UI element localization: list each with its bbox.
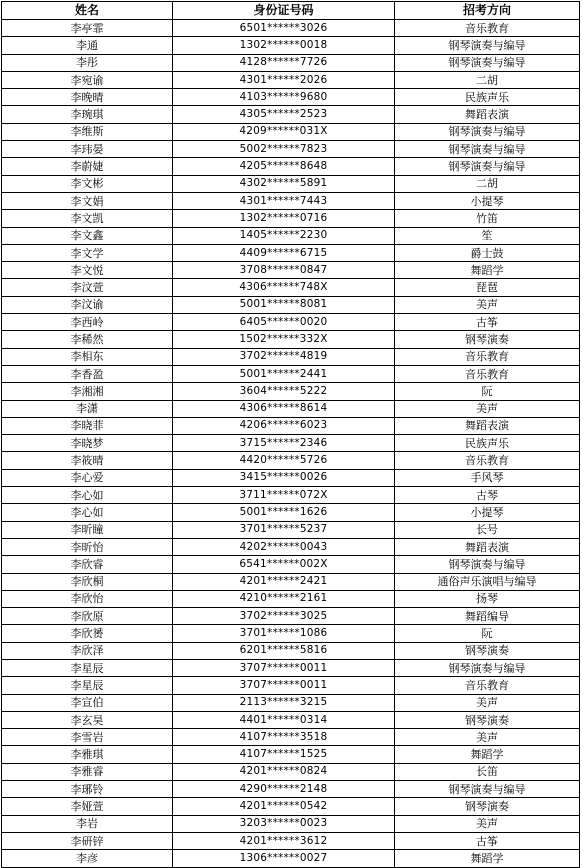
table-row: [2, 642, 580, 659]
table-row: [2, 677, 580, 694]
cell-exam-direction: 舞蹈表演: [395, 538, 580, 555]
cell-exam-direction: 爵士鼓: [395, 244, 580, 261]
table-row: [2, 400, 580, 417]
cell-name: 李香盈: [2, 365, 173, 382]
table-row: [2, 175, 580, 192]
cell-name: 李雅睿: [2, 763, 173, 780]
cell-exam-direction: 小提琴: [395, 192, 580, 209]
cell-id-number: 3707******0011: [173, 659, 395, 676]
table-row: [2, 89, 580, 106]
cell-exam-direction: 美声: [395, 815, 580, 832]
header-id-number: 身份证号码: [173, 2, 395, 20]
cell-exam-direction: 美声: [395, 400, 580, 417]
cell-exam-direction: 二胡: [395, 175, 580, 192]
table-row: [2, 37, 580, 54]
cell-id-number: 4201******0542: [173, 798, 395, 815]
table-row: [2, 746, 580, 763]
cell-exam-direction: 美声: [395, 729, 580, 746]
table-row: [2, 348, 580, 365]
table-row: [2, 192, 580, 209]
cell-exam-direction: 古筝: [395, 314, 580, 331]
cell-id-number: 3715******2346: [173, 435, 395, 452]
cell-name: 李文彬: [2, 175, 173, 192]
cell-id-number: 4107******1525: [173, 746, 395, 763]
cell-name: 李相东: [2, 348, 173, 365]
cell-name: 李彤: [2, 54, 173, 71]
cell-id-number: 3702******4819: [173, 348, 395, 365]
cell-exam-direction: 舞蹈学: [395, 746, 580, 763]
table-row: [2, 694, 580, 711]
cell-name: 李欣赟: [2, 625, 173, 642]
table-row: [2, 590, 580, 607]
table-row: [2, 521, 580, 538]
cell-name: 李雅琪: [2, 746, 173, 763]
cell-name: 李琬琪: [2, 106, 173, 123]
cell-name: 李宣伯: [2, 694, 173, 711]
table-row: [2, 659, 580, 676]
cell-exam-direction: 美声: [395, 694, 580, 711]
cell-id-number: 4306******8614: [173, 400, 395, 417]
cell-name: 李西岭: [2, 314, 173, 331]
cell-id-number: 4401******0314: [173, 711, 395, 728]
cell-exam-direction: 钢琴演奏与编导: [395, 781, 580, 798]
cell-exam-direction: 钢琴演奏: [395, 711, 580, 728]
cell-exam-direction: 舞蹈表演: [395, 417, 580, 434]
cell-name: 李宛谕: [2, 71, 173, 88]
cell-exam-direction: 钢琴演奏与编导: [395, 37, 580, 54]
cell-name: 李昕怡: [2, 538, 173, 555]
cell-name: 李雪岩: [2, 729, 173, 746]
cell-exam-direction: 音乐教育: [395, 20, 580, 37]
table-row: [2, 487, 580, 504]
header-exam-direction: 招考方向: [395, 2, 580, 20]
cell-name: 李心如: [2, 504, 173, 521]
cell-id-number: 4302******5891: [173, 175, 395, 192]
table-row: [2, 781, 580, 798]
table-row: [2, 417, 580, 434]
table-row: [2, 729, 580, 746]
cell-name: 李星辰: [2, 677, 173, 694]
table-row: [2, 106, 580, 123]
cell-name: 李欣原: [2, 608, 173, 625]
cell-id-number: 2113******3215: [173, 694, 395, 711]
cell-name: 李通: [2, 37, 173, 54]
cell-name: 李岩: [2, 815, 173, 832]
cell-name: 李心如: [2, 487, 173, 504]
cell-id-number: 1405******2230: [173, 227, 395, 244]
cell-id-number: 3203******0023: [173, 815, 395, 832]
table-row: [2, 227, 580, 244]
cell-exam-direction: 舞蹈学: [395, 262, 580, 279]
cell-name: 李文悦: [2, 262, 173, 279]
cell-exam-direction: 钢琴演奏: [395, 331, 580, 348]
table-row: [2, 262, 580, 279]
table-row: [2, 798, 580, 815]
cell-exam-direction: 钢琴演奏与编导: [395, 556, 580, 573]
table-row: [2, 625, 580, 642]
cell-name: 李玄昊: [2, 711, 173, 728]
cell-name: 李琊铃: [2, 781, 173, 798]
cell-exam-direction: 音乐教育: [395, 452, 580, 469]
cell-name: 李维斯: [2, 123, 173, 140]
cell-name: 李汶谕: [2, 296, 173, 313]
cell-id-number: 3708******0847: [173, 262, 395, 279]
table-row: [2, 314, 580, 331]
cell-exam-direction: 钢琴演奏: [395, 642, 580, 659]
cell-id-number: 4103******9680: [173, 89, 395, 106]
admission-list-table: [1, 1, 580, 868]
cell-id-number: 4301******7443: [173, 192, 395, 209]
cell-id-number: 6501******3026: [173, 20, 395, 37]
table-row: [2, 158, 580, 175]
table-row: [2, 763, 580, 780]
cell-exam-direction: 美声: [395, 296, 580, 313]
cell-name: 李晚晴: [2, 89, 173, 106]
table-header-row: [2, 2, 580, 20]
table-row: [2, 608, 580, 625]
cell-name: 李晓梦: [2, 435, 173, 452]
cell-name: 李娅萱: [2, 798, 173, 815]
cell-name: 李欣怡: [2, 590, 173, 607]
cell-id-number: 3415******0026: [173, 469, 395, 486]
cell-exam-direction: 音乐教育: [395, 677, 580, 694]
cell-id-number: 3701******5237: [173, 521, 395, 538]
cell-name: 李汶萱: [2, 279, 173, 296]
cell-id-number: 4206******6023: [173, 417, 395, 434]
table-row: [2, 452, 580, 469]
cell-id-number: 5002******7823: [173, 141, 395, 158]
cell-id-number: 4306******748X: [173, 279, 395, 296]
cell-name: 李欣桐: [2, 573, 173, 590]
cell-id-number: 4201******3612: [173, 832, 395, 849]
table-row: [2, 815, 580, 832]
table-row: [2, 365, 580, 382]
cell-name: 李亭霏: [2, 20, 173, 37]
cell-name: 李文娟: [2, 192, 173, 209]
cell-exam-direction: 阮: [395, 625, 580, 642]
cell-name: 李潇: [2, 400, 173, 417]
cell-name: 李文鑫: [2, 227, 173, 244]
table-row: [2, 210, 580, 227]
cell-name: 李稀然: [2, 331, 173, 348]
cell-name: 李湘湘: [2, 383, 173, 400]
cell-exam-direction: 音乐教育: [395, 365, 580, 382]
cell-exam-direction: 舞蹈表演: [395, 106, 580, 123]
cell-id-number: 4201******0824: [173, 763, 395, 780]
cell-name: 李欣睿: [2, 556, 173, 573]
table-row: [2, 331, 580, 348]
cell-id-number: 1302******0716: [173, 210, 395, 227]
cell-id-number: 4205******8648: [173, 158, 395, 175]
cell-id-number: 4305******2523: [173, 106, 395, 123]
cell-id-number: 3701******1086: [173, 625, 395, 642]
cell-exam-direction: 钢琴演奏与编导: [395, 659, 580, 676]
cell-id-number: 6541******002X: [173, 556, 395, 573]
cell-id-number: 5001******8081: [173, 296, 395, 313]
cell-id-number: 1302******0018: [173, 37, 395, 54]
cell-name: 李彦: [2, 850, 173, 867]
cell-id-number: 1306******0027: [173, 850, 395, 867]
admission-list-sheet: [1, 1, 579, 868]
cell-exam-direction: 舞蹈学: [395, 850, 580, 867]
cell-id-number: 5001******2441: [173, 365, 395, 382]
table-row: [2, 383, 580, 400]
table-row: [2, 435, 580, 452]
cell-name: 李文凯: [2, 210, 173, 227]
cell-exam-direction: 古筝: [395, 832, 580, 849]
table-row: [2, 850, 580, 867]
cell-name: 李筱晴: [2, 452, 173, 469]
cell-exam-direction: 二胡: [395, 71, 580, 88]
cell-name: 李研锌: [2, 832, 173, 849]
cell-exam-direction: 竹笛: [395, 210, 580, 227]
table-row: [2, 54, 580, 71]
cell-id-number: 1502******332X: [173, 331, 395, 348]
cell-id-number: 4409******6715: [173, 244, 395, 261]
cell-id-number: 4210******2161: [173, 590, 395, 607]
cell-exam-direction: 长笛: [395, 763, 580, 780]
table-row: [2, 141, 580, 158]
table-row: [2, 504, 580, 521]
cell-id-number: 4128******7726: [173, 54, 395, 71]
cell-exam-direction: 古琴: [395, 487, 580, 504]
table-row: [2, 279, 580, 296]
cell-exam-direction: 小提琴: [395, 504, 580, 521]
cell-name: 李晓菲: [2, 417, 173, 434]
cell-id-number: 4201******2421: [173, 573, 395, 590]
cell-id-number: 6405******0020: [173, 314, 395, 331]
cell-exam-direction: 民族声乐: [395, 435, 580, 452]
cell-id-number: 4420******5726: [173, 452, 395, 469]
cell-exam-direction: 长号: [395, 521, 580, 538]
cell-exam-direction: 扬琴: [395, 590, 580, 607]
table-row: [2, 244, 580, 261]
cell-id-number: 3702******3025: [173, 608, 395, 625]
table-body: [2, 20, 580, 868]
cell-id-number: 3604******5222: [173, 383, 395, 400]
cell-name: 李文学: [2, 244, 173, 261]
table-row: [2, 538, 580, 555]
table-row: [2, 711, 580, 728]
cell-id-number: 4209******031X: [173, 123, 395, 140]
cell-exam-direction: 钢琴演奏: [395, 798, 580, 815]
cell-exam-direction: 舞蹈编导: [395, 608, 580, 625]
cell-id-number: 4202******0043: [173, 538, 395, 555]
header-name: 姓名: [2, 2, 173, 20]
table-row: [2, 296, 580, 313]
table-row: [2, 556, 580, 573]
cell-id-number: 4290******2148: [173, 781, 395, 798]
cell-name: 李昕瞳: [2, 521, 173, 538]
table-row: [2, 20, 580, 37]
cell-exam-direction: 通俗声乐演唱与编导: [395, 573, 580, 590]
cell-id-number: 5001******1626: [173, 504, 395, 521]
cell-id-number: 3711******072X: [173, 487, 395, 504]
cell-name: 李玮晏: [2, 141, 173, 158]
table-row: [2, 123, 580, 140]
cell-exam-direction: 阮: [395, 383, 580, 400]
cell-exam-direction: 钢琴演奏与编导: [395, 54, 580, 71]
cell-exam-direction: 音乐教育: [395, 348, 580, 365]
cell-name: 李心爱: [2, 469, 173, 486]
cell-id-number: 4301******2026: [173, 71, 395, 88]
cell-name: 李星辰: [2, 659, 173, 676]
table-row: [2, 71, 580, 88]
cell-name: 李欣泽: [2, 642, 173, 659]
cell-id-number: 6201******5816: [173, 642, 395, 659]
cell-exam-direction: 琵琶: [395, 279, 580, 296]
cell-id-number: 4107******3518: [173, 729, 395, 746]
cell-exam-direction: 笙: [395, 227, 580, 244]
table-row: [2, 469, 580, 486]
cell-exam-direction: 民族声乐: [395, 89, 580, 106]
cell-exam-direction: 钢琴演奏与编导: [395, 158, 580, 175]
cell-id-number: 3707******0011: [173, 677, 395, 694]
table-row: [2, 573, 580, 590]
cell-exam-direction: 钢琴演奏与编导: [395, 123, 580, 140]
cell-exam-direction: 手风琴: [395, 469, 580, 486]
cell-exam-direction: 钢琴演奏与编导: [395, 141, 580, 158]
table-row: [2, 832, 580, 849]
cell-name: 李蔚婕: [2, 158, 173, 175]
